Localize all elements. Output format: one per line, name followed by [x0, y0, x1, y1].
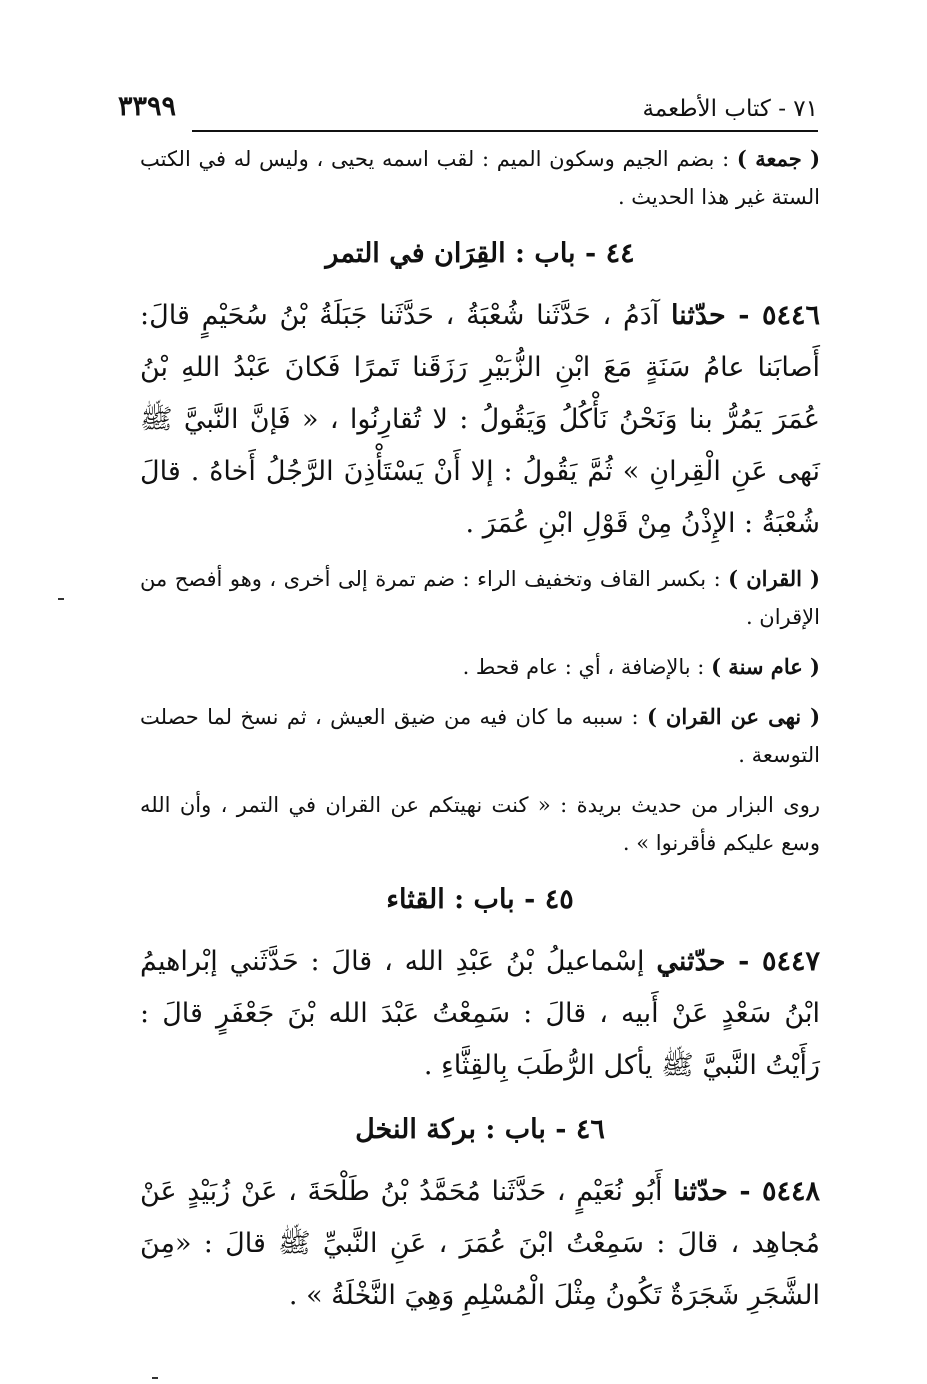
note-term: ( عام سنة ) — [711, 654, 820, 679]
note-text: : بكسر القاف وتخفيف الراء : ضم تمرة إلى أخرى ، وهو أفصح من الإقران . — [140, 567, 820, 629]
hadith-number: ٥٤٤٦ - حدّثنا — [670, 300, 820, 331]
note-qiran — [140, 560, 820, 636]
hadith-text: آدَمُ ، حَدَّثَنا شُعْبَةُ ، حَدَّثَنا جَبَلَةُ بْنُ سُحَيْمٍ قالَ: أَصابَنا عامُ سَنَةٍ مَعَ ابْنِ الزُّبَيْرِ رَزَقَنا تَمرًا فَكانَ عَبْدُ اللهِ بْنُ عُمَرَ يَمُرُّ بنا وَنَحْنُ نَأْكُلُ وَيَقُولُ : لا تُقارِنُوا ، « فَإنَّ النَّبيَّ ﷺ نَهى عَنِ الْقِرانِ » ثُمَّ يَقُولُ : إلا أَنْ يَسْتَأْذِنَ الرَّجُلُ أَخاهُ . قالَ شُعْبَةُ : الإِذْنُ مِنْ قَوْلِ ابْنِ عُمَرَ . — [140, 300, 820, 539]
page-content — [140, 140, 820, 1332]
scan-speck — [58, 598, 64, 600]
note-bazzar — [140, 786, 820, 862]
note-text: : بالإضافة ، أي : عام قحط . — [462, 655, 712, 679]
scan-speck — [152, 1377, 158, 1379]
page-number: ٣٣٩٩ — [118, 91, 177, 122]
note-text: : سببه ما كان فيه من ضيق العيش ، ثم نسخ لما حصلت التوسعة . — [140, 705, 820, 767]
hadith-text: إسْماعيلُ بْنُ عَبْدِ الله ، قالَ : حَدَّثَني إبْراهيمُ ابْنُ سَعْدٍ عَنْ أَبيه ، قالَ : سَمِعْتُ عَبْدَ الله بْنَ جَعْفَرٍ قالَ : رَأَيْتُ النَّبيَّ ﷺ يأكل الرُّطَبَ بِالقِثَّاءِ . — [140, 946, 820, 1081]
note-text: : بضم الجيم وسكون الميم : لقب اسمه يحيى ، وليس له في الكتب الستة غير هذا الحديث . — [140, 147, 820, 209]
note-term: ( نهى عن القران ) — [646, 704, 821, 729]
running-title: ٧١ - كتاب الأطعمة — [642, 96, 818, 122]
note-term: ( القران ) — [728, 566, 820, 591]
chapter-heading-44: ٤٤ - باب : القِرَان في التمر — [325, 238, 635, 269]
hadith-5447 — [140, 936, 820, 1092]
hadith-text: أَبُو نُعَيْمٍ ، حَدَّثَنا مُحَمَّدُ بْنُ طَلْحَةَ ، عَنْ زُبَيْدٍ عَنْ مُجاهِد ، قالَ : سَمِعْتُ ابْنَ عُمَرَ ، عَنِ النَّبيِّ ﷺ قالَ : «مِنَ الشَّجَرِ شَجَرَةٌ تَكُونُ مِثْلَ الْمُسْلِمِ وَهِيَ النَّخْلَةُ » . — [140, 1176, 820, 1311]
note-text: روى البزار من حديث بريدة : « كنت نهيتكم عن القران في التمر ، وأن الله وسع عليكم فأقرنوا » . — [140, 793, 820, 855]
page-header — [118, 82, 818, 122]
hadith-5448 — [140, 1166, 820, 1322]
chapter-heading-46: ٤٦ - باب : بركة النخل — [355, 1114, 605, 1145]
note-jumah — [140, 140, 820, 216]
hadith-number: ٥٤٤٧ - حدّثني — [656, 946, 820, 977]
note-naha — [140, 698, 820, 774]
note-am-sana — [140, 648, 820, 686]
header-rule — [192, 130, 818, 132]
hadith-number: ٥٤٤٨ - حدّثنا — [673, 1176, 820, 1207]
hadith-5446 — [140, 290, 820, 550]
chapter-heading-45: ٤٥ - باب : القثاء — [386, 884, 574, 915]
note-term: ( جمعة ) — [736, 146, 820, 171]
